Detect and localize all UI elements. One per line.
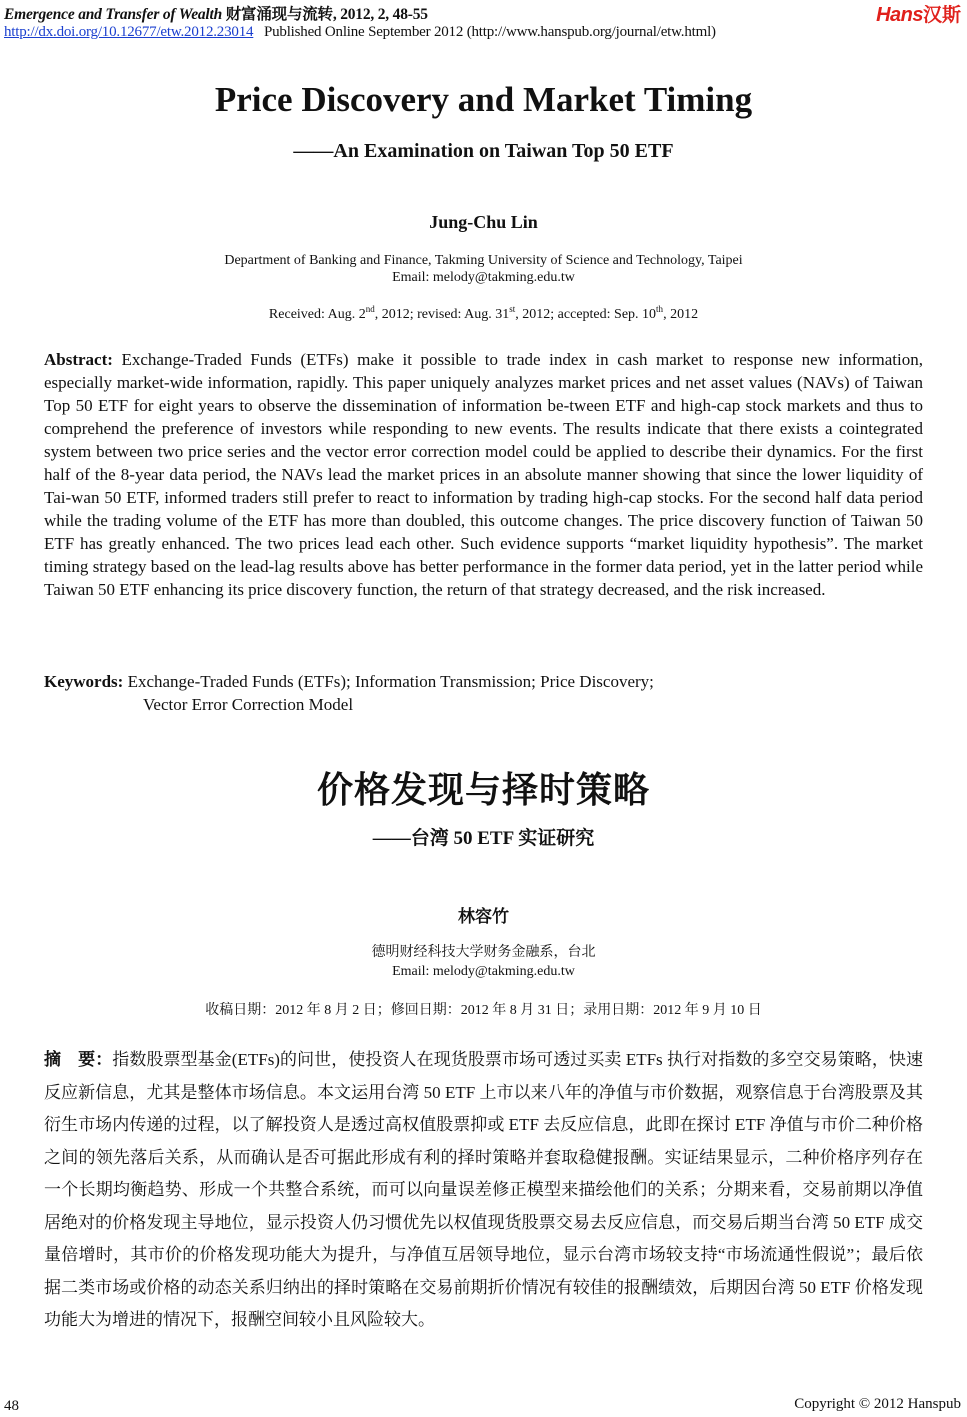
cn-paper-title: 价格发现与择时策略 — [316, 770, 650, 811]
keywords-line-1: Exchange-Traded Funds (ETFs); Information Transmission; Price Discovery; — [123, 672, 654, 691]
author-name: Jung-Chu Lin — [429, 212, 538, 232]
journal-citation: 财富涌现与流转, 2012, 2, 48-55 — [222, 6, 428, 23]
ordinal-suffix: nd — [365, 304, 375, 314]
received-date: Received: Aug. 2 — [268, 307, 366, 322]
email: Email: melody@takming.edu.tw — [392, 270, 575, 285]
publication-line — [4, 24, 716, 41]
author-affiliation-block — [0, 252, 967, 286]
keywords-label: Keywords: — [44, 672, 124, 691]
cn-received-dates: 收稿日期：2012 年 8 月 2 日；修回日期：2012 年 8 月 31 日；录用日期：2012 年 9 月 10 日 — [205, 1003, 762, 1018]
cn-affiliation-block — [0, 943, 967, 981]
cn-abstract-text: 指数股票型基金(ETFs)的问世，使投资人在现货股票市场可透过买卖 ETFs 执行对指数的多空交易策略，快速反应新信息，尤其是整体市场信息。本文运用台湾 50 ETF 上市以来八年的净值与市价数据，观察信息于台湾股票及其衍生市场内传递的过程，以了解投资人是透过高权值股票抑或 ETF 去反应信息，此即在探讨 ETF 净值与市价二种价格之间的领先落后关系，从而确认是否可据此形成有利的择时策略并套取稳健报酬。实证结果显示，二种价格序列存在一个长期均衡趋势、形成一个共整合系统，而可以向量误差修正模型来描绘他们的关系；分期来看，交易前期以净值居绝对的价格发现主导地位，显示投资人仍习惯优先以权值现货股票交易去反应信息，而交易后期当台湾 50 ETF 成交量倍增时，其市价的价格发现功能大为提升，与净值互居领导地位，显示台湾市场较支持“市场流通性假说”；最后依据二类市场或价格的动态关系归纳出的择时策略在交易前期折价情况有较佳的报酬绩效，后期因台湾 50 ETF 价格发现功能大为增进的情况下，报酬空间较小且风险较大。 — [44, 1050, 924, 1329]
revised-date: , 2012; revised: Aug. 31 — [374, 307, 510, 322]
copyright-notice: Copyright © 2012 Hanspub — [794, 1396, 961, 1412]
ordinal-suffix: th — [656, 304, 664, 314]
abstract — [44, 348, 923, 601]
keywords — [44, 670, 923, 716]
journal-header — [4, 2, 428, 24]
journal-name: Emergence and Transfer of Wealth — [4, 6, 223, 23]
published-note: Published Online September 2012 (http://www.hanspub.org/journal/etw.html) — [263, 24, 716, 40]
page-number: 48 — [4, 1398, 19, 1414]
paper-title: Price Discovery and Market Timing — [214, 80, 753, 119]
logo-text-en: Hans — [876, 4, 923, 26]
cn-abstract-label: 摘 要： — [44, 1050, 113, 1069]
ordinal-suffix: st — [509, 304, 516, 314]
logo-text-cn: 汉斯 — [922, 4, 961, 26]
cn-paper-subtitle: ——台湾 50 ETF 实证研究 — [372, 828, 595, 849]
paper-subtitle: ——An Examination on Taiwan Top 50 ETF — [293, 140, 674, 162]
publisher-logo — [876, 0, 961, 27]
abstract-text: Exchange-Traded Funds (ETFs) make it possible to trade index in cash market to response new information, especially market-wide information, rapidly. This paper uniquely analyzes market prices and net asset values (NAVs) of Taiwan Top 50 ETF for eight years to observe the dissemination of information be-tween ETF and high-cap stock markets and thus to comprehend the preference of investors while responding to new events. The results indicate that there exists a cointegrated system between two price series and the vector error correction model could be applied to describe their dynamics. For the first half of the 8-year data period, the NAVs lead the market prices in an absolute manner showing that since the lower liquidity of Tai-wan 50 ETF, informed traders still prefer to react to information by trading high-cap stocks. For the second half data period while the trading volume of the ETF has more than doubled, this outcome changes. The price discovery function of Taiwan 50 ETF has greatly enhanced. The two prices lead each other. Such evidence supports “market liquidity hypothesis”. The market timing strategy based on the lead-lag results above has better performance in the former data period, yet in the latter period while Taiwan 50 ETF enhancing its price discovery function, the return of that strategy decreased, and the risk increased. — [44, 350, 923, 599]
keywords-line-2: Vector Error Correction Model — [143, 695, 354, 714]
accepted-year: , 2012 — [663, 307, 699, 322]
doi-link[interactable]: http://dx.doi.org/10.12677/etw.2012.23014 — [4, 24, 254, 40]
abstract-label: Abstract: — [44, 350, 113, 369]
affiliation: Department of Banking and Finance, Takming University of Science and Technology, Taipei — [224, 253, 743, 268]
cn-author-name: 林容竹 — [458, 907, 509, 927]
cn-email: Email: melody@takming.edu.tw — [392, 964, 575, 979]
accepted-date: , 2012; accepted: Sep. 10 — [515, 307, 657, 322]
received-dates — [0, 304, 967, 323]
cn-abstract — [44, 1044, 923, 1337]
cn-affiliation: 德明财经科技大学财务金融系，台北 — [371, 945, 596, 960]
